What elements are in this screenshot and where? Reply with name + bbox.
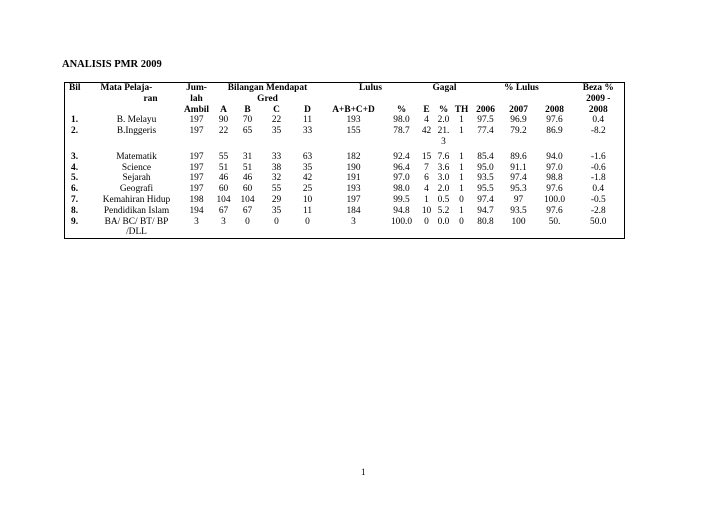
header-jum-line3: Ambil: [183, 104, 209, 115]
page-title: ANALISIS PMR 2009: [62, 59, 162, 70]
table-row: 3. Matematik 197 55 31 33 63 182 92.4 15 7.6 1 85.4 89.6 94.0 -1.6: [71, 151, 606, 162]
header-2006: 2006: [476, 104, 495, 115]
header-bil: Bil: [69, 83, 81, 93]
analysis-table-wrapper: [64, 82, 625, 239]
table-row: 5. Sejarah 197 46 46 32 42 191 97.0 6 3.0 1 93.5 97.4 98.8 -1.8: [71, 173, 606, 184]
header-beza-line3: 2008: [588, 104, 608, 115]
header-abcd: A+B+C+D: [332, 104, 375, 115]
table-body: [65, 115, 625, 238]
header-pct-lulus: % Lulus: [504, 83, 539, 93]
header-c: C: [273, 104, 280, 115]
page-number: 1: [361, 467, 366, 477]
header-gagal-pct: %: [438, 104, 449, 115]
header-beza-line2: 2009 -: [586, 93, 611, 104]
header-jum-line2: lah: [190, 93, 203, 104]
header-jumlah-ambil: Jum-: [186, 83, 207, 93]
table-row: 8. Pendidikan Islam 194 67 67 35 11 184 94.8 10 5.2 1 94.7 93.5 97.6 -2.8: [71, 205, 606, 216]
header-lulus: Lulus: [359, 83, 382, 93]
header-b: B: [244, 104, 251, 115]
table-row: 9. BA/ BC/ BT/ BP /DLL 3 3 0 0 0 3 100.0 0 0.0 0 80.8 100 50. 50.0: [71, 216, 607, 238]
table-row: 1. B. Melayu 197 90 70 22 11 193 98.0 4 2.0 1 97.5 96.9 97.6 0.4: [71, 115, 605, 126]
header-e: E: [423, 104, 430, 115]
header-beza: Beza %: [582, 83, 614, 93]
table-row: 4. Science 197 51 51 38 35 190 96.4 7 3.6 1 95.0 91.1 97.0 -0.6: [71, 162, 606, 173]
table-header: [65, 83, 625, 116]
header-a: A: [220, 104, 227, 115]
header-th: TH: [454, 104, 469, 115]
header-lulus-pct: %: [396, 104, 407, 115]
table-row: 2. B.Inggeris 197 22 65 35 33 155 78.7 42 21. 3 1 77.4 79.2 86.9 -8.2: [71, 126, 606, 147]
header-d: D: [304, 104, 311, 115]
table-row: 6. Geografi 197 60 60 55 25 193 98.0 4 2.0 1 95.5 95.3 97.6 0.4: [71, 184, 605, 195]
table-row: 7. Kemahiran Hidup 198 104 104 29 10 197 99.5 1 0.5 0 97.4 97 100.0 -0.5: [71, 194, 606, 205]
header-gagal: Gagal: [432, 83, 457, 93]
header-mata-pelajaran: Mata Pelaja-: [100, 83, 153, 93]
header-mata-line2: ran: [143, 93, 158, 104]
header-2007: 2007: [509, 104, 528, 115]
header-gred: Gred: [257, 93, 278, 104]
header-2008: 2008: [545, 104, 564, 115]
analysis-table: [64, 82, 625, 239]
header-bilangan-mendapat: Bilangan Mendapat: [227, 83, 308, 93]
